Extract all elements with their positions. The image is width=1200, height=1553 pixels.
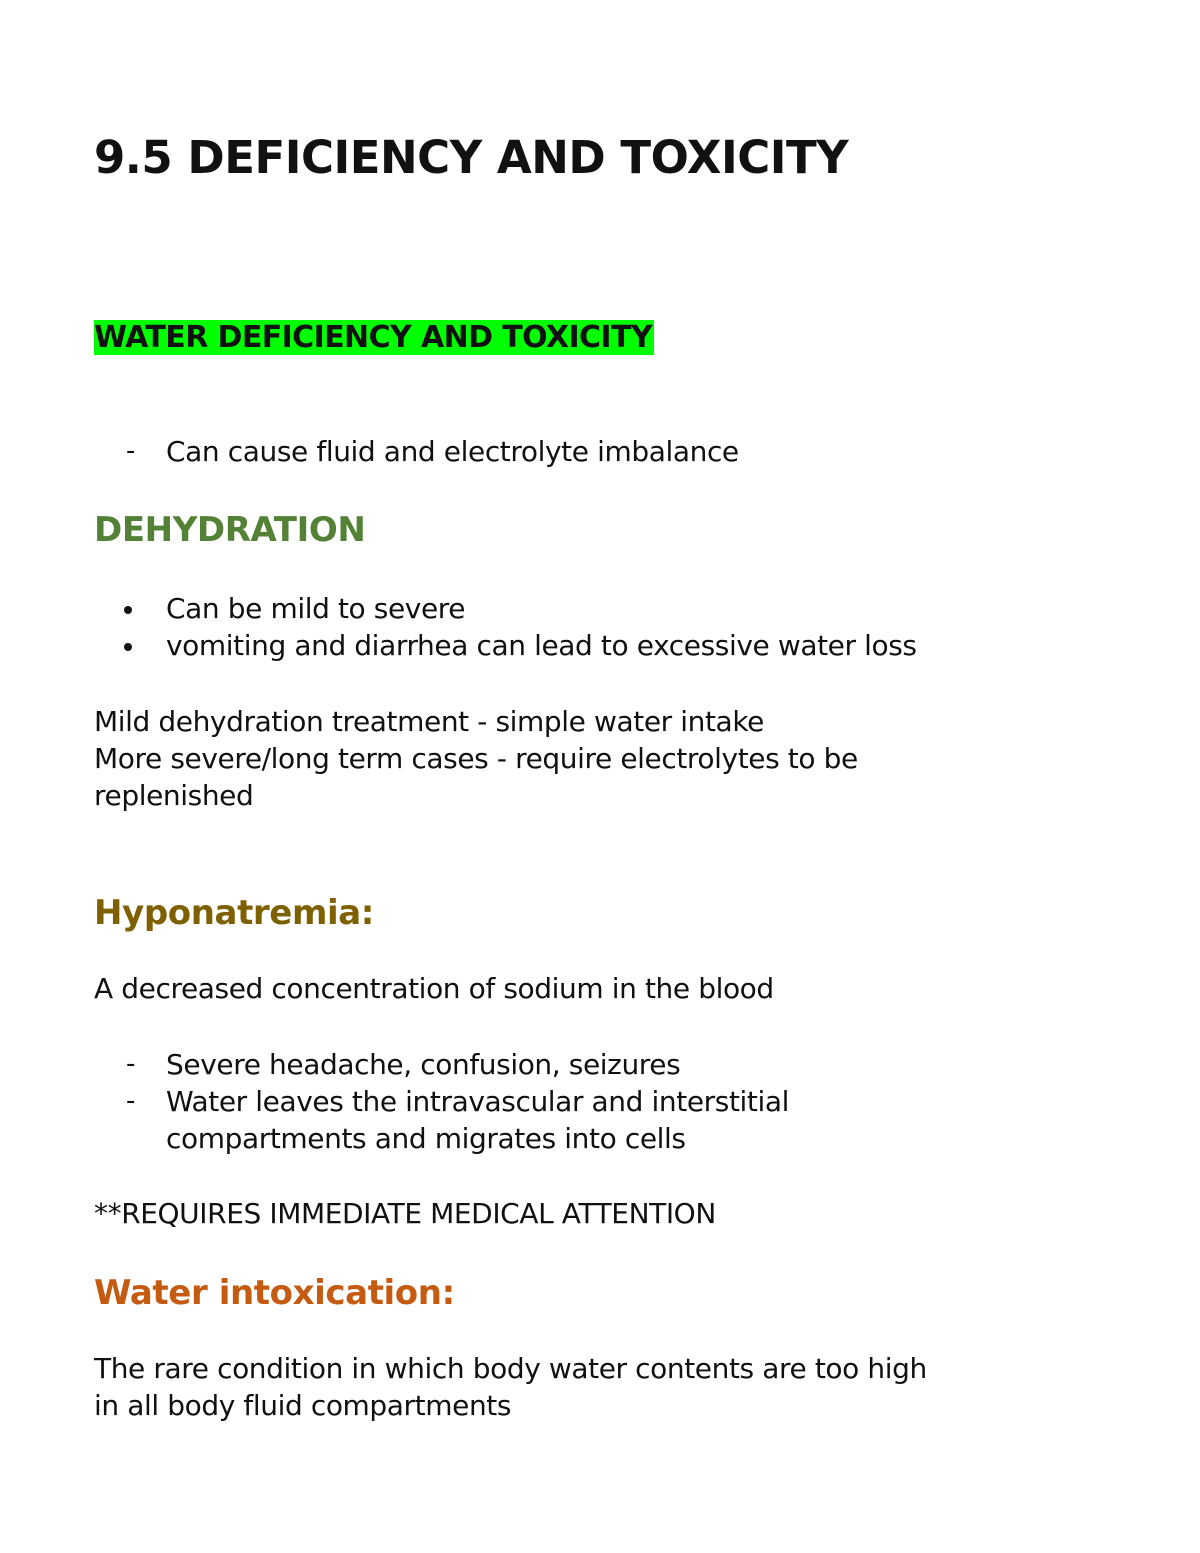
list-item-continuation — [94, 1120, 789, 1157]
water-section-list — [94, 433, 739, 470]
bullet-dot — [124, 643, 132, 651]
hyponatremia-definition: A decreased concentration of sodium in the blood — [94, 972, 774, 1005]
list-item — [94, 627, 917, 664]
water-section-heading — [94, 316, 654, 360]
dash-marker: - — [126, 436, 135, 466]
list-item — [94, 433, 739, 470]
page-title: 9.5 DEFICIENCY AND TOXICITY — [94, 131, 849, 184]
dehydration-paragraph — [94, 703, 858, 814]
medical-attention-note: **REQUIRES IMMEDIATE MEDICAL ATTENTION — [94, 1197, 716, 1230]
list-item-text: vomiting and diarrhea can lead to excessive water loss — [166, 629, 917, 662]
paragraph-line: in all body fluid compartments — [94, 1389, 512, 1422]
list-item — [94, 1083, 789, 1120]
list-item — [94, 1046, 789, 1083]
dehydration-heading: DEHYDRATION — [94, 510, 366, 550]
bullet-dot — [124, 606, 132, 614]
paragraph-line: The rare condition in which body water contents are too high — [94, 1352, 927, 1385]
list-item-text: compartments and migrates into cells — [166, 1122, 686, 1155]
list-item-text: Can be mild to severe — [166, 592, 466, 625]
water-intoxication-heading: Water intoxication: — [94, 1273, 455, 1313]
list-item — [94, 590, 917, 627]
hyponatremia-list — [94, 1046, 789, 1157]
dehydration-bullets — [94, 590, 917, 664]
water-intoxication-definition — [94, 1350, 927, 1424]
dash-marker: - — [126, 1049, 135, 1079]
hyponatremia-heading: Hyponatremia: — [94, 893, 374, 933]
highlighted-heading-text: WATER DEFICIENCY AND TOXICITY — [94, 320, 652, 355]
list-item-text: Severe headache, confusion, seizures — [166, 1048, 681, 1081]
dash-marker: - — [126, 1086, 135, 1116]
paragraph-line: Mild dehydration treatment - simple water intake — [94, 705, 764, 738]
paragraph-line: replenished — [94, 779, 254, 812]
list-item-text: Water leaves the intravascular and interstitial — [166, 1085, 790, 1118]
paragraph-line: More severe/long term cases - require electrolytes to be — [94, 742, 858, 775]
list-item-text: Can cause fluid and electrolyte imbalance — [166, 435, 739, 468]
